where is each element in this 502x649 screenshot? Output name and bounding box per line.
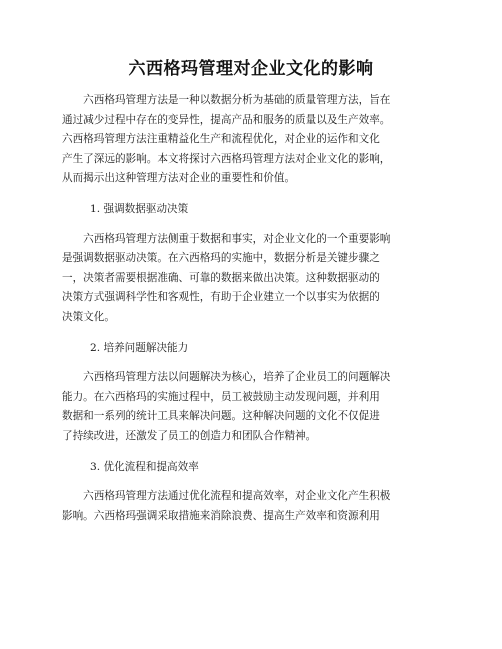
section-heading: 1. 强调数据驱动决策 [90, 202, 189, 215]
section-2 [62, 339, 440, 447]
intro-paragraph: 六西格玛管理方法是一种以数据分析为基础的质量管理方法，旨在 通过减少过程中存在的变异性，提高产品和服务的质量以及生产效率。 六西格玛管理方法注重精益化生产和流程优化，对企业的运作和文化 产生了深远的影响。本文将探讨六西格玛管理方法对企业文化的影响， 从而揭示出这种管理方法对企业的重要性和价值。 [62, 94, 391, 185]
section-heading: 3. 优化流程和提高效率 [90, 460, 199, 473]
section-body: 六西格玛管理方法以问题解决为核心，培养了企业员工的问题解决 能力。在六西格玛的实施过程中，员工被鼓励主动发现问题，并利用 数据和一系列的统计工具来解决问题。这种解决问题的文化不仅促进 了持续改进，还激发了员工的创造力和团队合作精神。 [62, 371, 391, 442]
section-body: 六西格玛管理方法侧重于数据和事实，对企业文化的一个重要影响 是强调数据驱动决策。在六西格玛的实施中，数据分析是关键步骤之 一，决策者需要根据准确、可靠的数据来做出决策。这种数据驱动的 决策方式强调科学性和客观性，有助于企业建立一个以事实为依据的 决策文化。 [62, 232, 391, 323]
section-heading: 2. 培养问题解决能力 [90, 341, 189, 354]
section-body: 六西格玛管理方法通过优化流程和提高效率，对企业文化产生积极 影响。六西格玛强调采取措施来消除浪费、提高生产效率和资源利用 [62, 490, 391, 522]
section-1 [62, 200, 440, 328]
document-title: 六西格玛管理对企业文化的影响 [128, 59, 374, 79]
section-3 [62, 458, 440, 527]
